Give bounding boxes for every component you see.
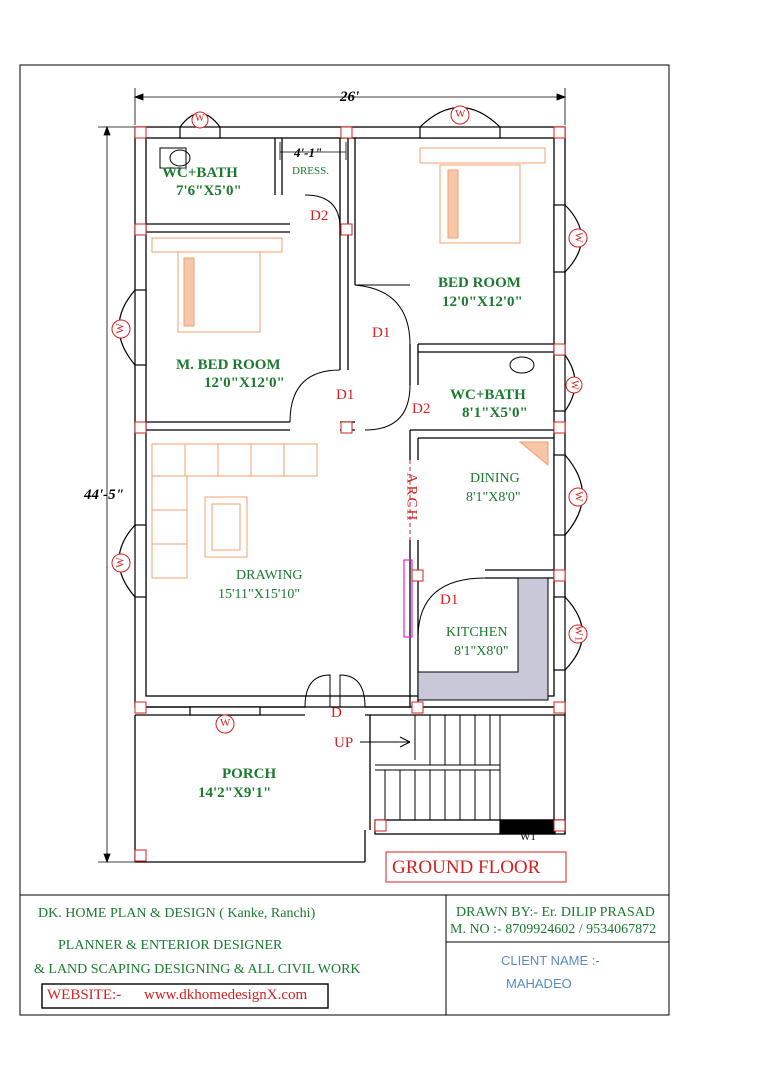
up-label: UP [334,735,354,751]
dining-size: 8'1"X8'0" [466,490,521,505]
website-link[interactable]: www.dkhomedesignX.com [144,987,308,1003]
window-label-top-bed: W [455,108,466,120]
door-label-d2-mbath: D2 [310,208,329,224]
porch-label: PORCH [222,766,277,782]
door-label-d2-bath: D2 [412,401,431,417]
bed-room-label: BED ROOM [438,275,521,291]
website-label: WEBSITE:- [47,987,122,1003]
wc-bath-2-size: 8'1"X5'0" [462,405,528,421]
door-label-d1-kitchen: D1 [440,592,459,608]
window-label-porch: W [220,717,231,729]
dining-label: DINING [470,471,520,486]
window-label-bed-right: W [572,232,585,243]
window-label-bath-right: W [568,380,580,390]
door-label-d1-mbed: D1 [336,387,355,403]
drawing-label: DRAWING [236,568,303,583]
window-label-stair: W1 [520,831,536,843]
firm-name: DK. HOME PLAN & DESIGN ( Kanke, Ranchi) [38,906,316,921]
width-dimension: 26' [340,89,360,105]
mobile-number: M. NO :- 8709924602 / 9534067872 [450,922,657,937]
door-label-d1-bed: D1 [372,325,391,341]
sheet-border [20,65,669,1015]
m-bed-room-label: M. BED ROOM [176,357,281,373]
client-name: MAHADEO [506,976,572,991]
wc-bath-1-label: WC+BATH [162,165,238,181]
dress-label: DRESS. [292,165,329,177]
window-label-mbed: W [114,323,127,334]
wc-bath-1-size: 7'6"X5'0" [176,183,242,199]
drawing-size: 15'11"X15'10" [218,587,301,602]
porch-size: 14'2"X9'1" [198,785,272,801]
window-label-top-wc: W [195,113,205,124]
client-name-label: CLIENT NAME :- [501,953,600,968]
window-label-kitchen: W1 [572,625,585,642]
staircase [360,715,500,820]
arch-label: ARCH [403,472,420,523]
kitchen-size: 8'1"X8'0" [454,644,509,659]
ground-floor-label: GROUND FLOOR [392,857,541,878]
dress-dimension: 4'-1" [294,145,323,160]
window-label-dining: W [572,491,585,502]
depth-dimension: 44'-5" [84,487,124,503]
drawn-by: DRAWN BY:- Er. DILIP PRASAD [456,905,655,920]
firm-line-2: PLANNER & ENTERIOR DESIGNER [58,938,283,953]
m-bed-room-size: 12'0"X12'0" [204,375,285,391]
bed-room-size: 12'0"X12'0" [442,294,523,310]
window-label-drawing: W [114,557,127,568]
kitchen-label: KITCHEN [446,625,508,640]
wc-bath-2-label: WC+BATH [450,387,526,403]
firm-line-3: & LAND SCAPING DESIGNING & ALL CIVIL WORK [34,962,361,977]
door-label-d-main: D [331,705,342,721]
